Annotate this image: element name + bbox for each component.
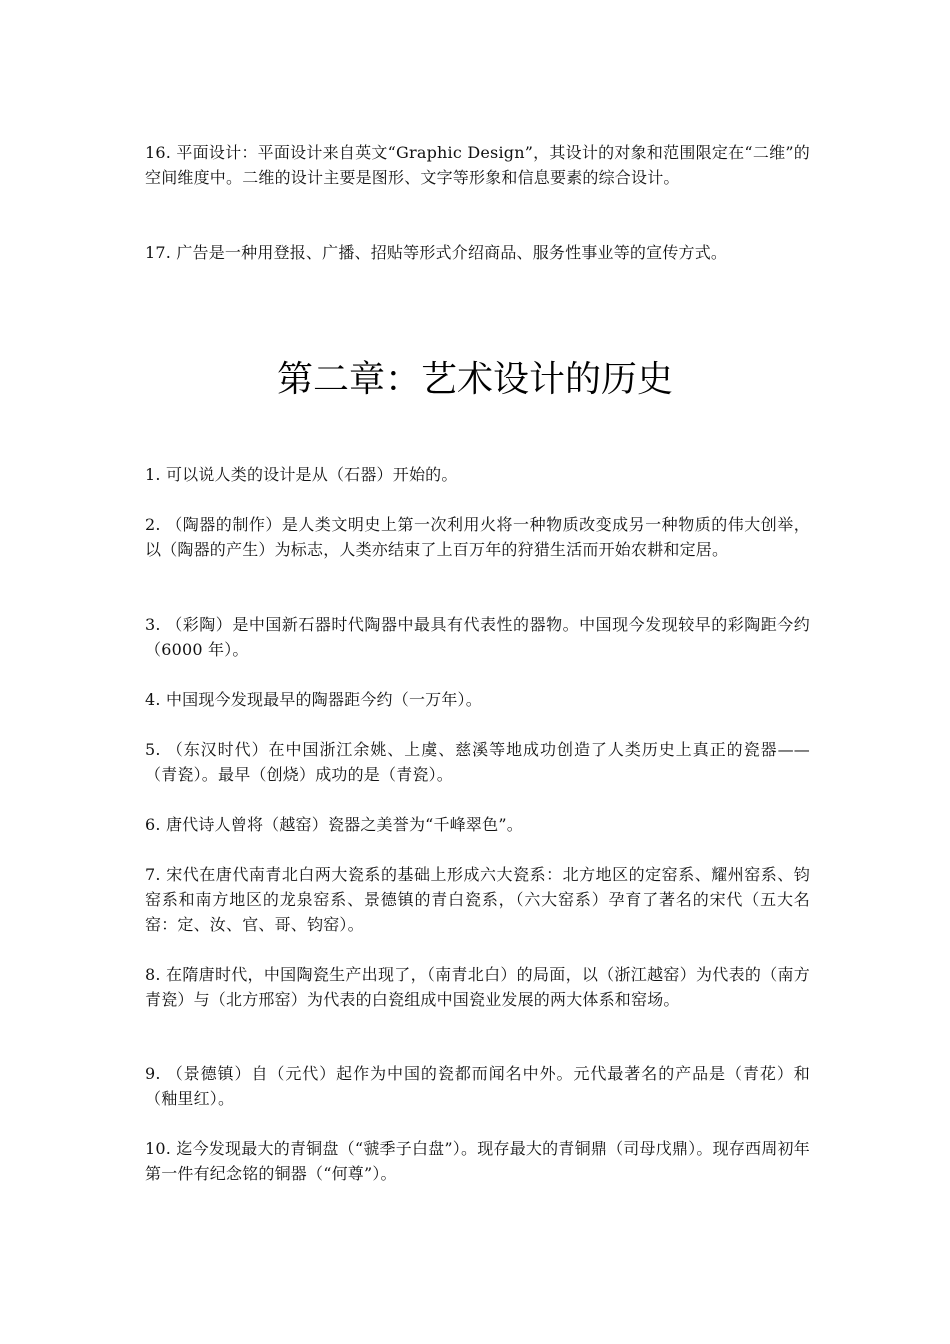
- list-item-4: 4. 中国现今发现最早的陶器距今约（一万年）。: [145, 690, 482, 709]
- list-item-10: 10. 迄今发现最大的青铜盘（“虢季子白盘”）。现存最大的青铜鼎（司母戊鼎）。现存西周初年第一件有纪念铭的铜器（“何尊”）。: [145, 1139, 810, 1183]
- list-item-6: 6. 唐代诗人曾将（越窑）瓷器之美誉为“千峰翠色”。: [145, 815, 523, 834]
- definition-16: 16. 平面设计：平面设计来自英文“Graphic Design”，其设计的对象和范围限定在“二维”的空间维度中。二维的设计主要是图形、文字等形象和信息要素的综合设计。: [145, 143, 810, 187]
- list-item-7: 7. 宋代在唐代南青北白两大瓷系的基础上形成六大瓷系：北方地区的定窑系、耀州窑系、钧窑系和南方地区的龙泉窑系、景德镇的青白瓷系，（六大窑系）孕育了著名的宋代（五大名窑：定、汝、官、哥、钧窑）。: [145, 865, 810, 934]
- list-item-1: 1. 可以说人类的设计是从（石器）开始的。: [145, 465, 458, 484]
- list-item-3: 3. （彩陶）是中国新石器时代陶器中最具有代表性的器物。中国现今发现较早的彩陶距今约（6000 年）。: [145, 615, 810, 659]
- list-item-9: 9. （景德镇）自（元代）起作为中国的瓷都而闻名中外。元代最著名的产品是（青花）和（釉里红）。: [145, 1064, 810, 1108]
- chapter-title: 第二章：艺术设计的历史: [276, 359, 673, 400]
- list-item-5: 5. （东汉时代）在中国浙江余姚、上虞、慈溪等地成功创造了人类历史上真正的瓷器——（青瓷）。最早（创烧）成功的是（青瓷）。: [145, 740, 810, 784]
- definition-17: 17. 广告是一种用登报、广播、招贴等形式介绍商品、服务性事业等的宣传方式。: [145, 243, 728, 262]
- list-item-8: 8. 在隋唐时代，中国陶瓷生产出现了，（南青北白）的局面，以（浙江越窑）为代表的（南方青瓷）与（北方邢窑）为代表的白瓷组成中国瓷业发展的两大体系和窑场。: [145, 965, 810, 1009]
- list-item-2: 2. （陶器的制作）是人类文明史上第一次利用火将一种物质改变成另一种物质的伟大创举，以（陶器的产生）为标志，人类亦结束了上百万年的狩猎生活而开始农耕和定居。: [145, 515, 810, 559]
